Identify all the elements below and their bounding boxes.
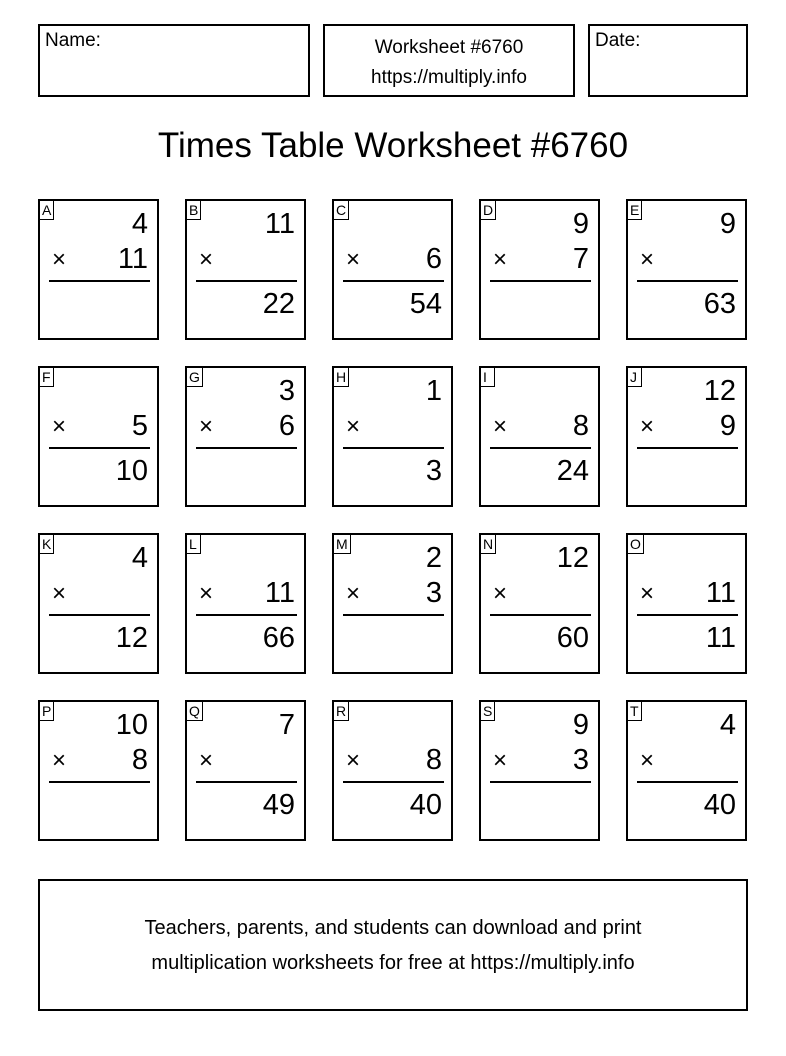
problem-card-q: [185, 700, 306, 841]
problem-letter: D: [481, 201, 496, 220]
problem-letter: R: [334, 702, 349, 721]
worksheet-number: Worksheet #6760: [374, 37, 524, 58]
times-sign: ×: [640, 747, 655, 774]
bottom-factor: 8: [425, 744, 442, 776]
times-sign: ×: [640, 413, 655, 440]
problem-letter: J: [628, 368, 642, 387]
problem-card-l: [185, 533, 306, 674]
answer-rule: [637, 447, 738, 449]
times-sign: ×: [493, 246, 508, 273]
footer-line-2: multiplication worksheets for free at https://multiply.info: [151, 952, 635, 974]
product-answer: 40: [703, 789, 736, 821]
problem-card-b: [185, 199, 306, 340]
name-label: Name:: [45, 30, 101, 51]
times-sign: ×: [52, 413, 67, 440]
answer-rule: [49, 280, 150, 282]
times-sign: ×: [52, 747, 67, 774]
product-answer: 10: [115, 455, 148, 487]
problem-card-d: [479, 199, 600, 340]
page-title: Times Table Worksheet #6760: [157, 126, 629, 165]
top-factor: 4: [131, 542, 148, 574]
bottom-factor: 11: [705, 577, 736, 609]
answer-rule: [490, 781, 591, 783]
top-factor: 9: [572, 208, 589, 240]
top-factor: 12: [556, 542, 589, 574]
top-factor: 9: [719, 208, 736, 240]
top-factor: 2: [425, 542, 442, 574]
problem-letter: M: [334, 535, 351, 554]
bottom-factor: 5: [131, 410, 148, 442]
problem-letter: H: [334, 368, 349, 387]
times-sign: ×: [640, 246, 655, 273]
bottom-factor: 11: [117, 243, 148, 275]
top-factor: 9: [572, 709, 589, 741]
answer-rule: [49, 614, 150, 616]
problem-card-s: [479, 700, 600, 841]
product-answer: 12: [115, 622, 148, 654]
top-factor: 11: [264, 208, 295, 240]
worksheet-url: https://multiply.info: [371, 67, 527, 88]
problem-card-f: [38, 366, 159, 507]
problem-card-r: [332, 700, 453, 841]
top-factor: 4: [131, 208, 148, 240]
problem-card-k: [38, 533, 159, 674]
bottom-factor: 6: [278, 410, 295, 442]
bottom-factor: 11: [264, 577, 295, 609]
times-sign: ×: [640, 580, 655, 607]
times-sign: ×: [493, 747, 508, 774]
answer-rule: [637, 781, 738, 783]
times-sign: ×: [346, 747, 361, 774]
bottom-factor: 3: [425, 577, 442, 609]
answer-rule: [196, 781, 297, 783]
times-sign: ×: [199, 246, 214, 273]
problem-card-i: [479, 366, 600, 507]
problem-letter: F: [40, 368, 54, 387]
date-box: [588, 24, 748, 97]
problem-letter: I: [481, 368, 495, 387]
answer-rule: [637, 280, 738, 282]
problem-letter: C: [334, 201, 349, 220]
top-factor: 3: [278, 375, 295, 407]
problem-card-p: [38, 700, 159, 841]
problem-letter: N: [481, 535, 496, 554]
bottom-factor: 6: [425, 243, 442, 275]
answer-rule: [49, 781, 150, 783]
answer-rule: [343, 280, 444, 282]
top-factor: 1: [425, 375, 442, 407]
date-label: Date:: [595, 30, 641, 51]
answer-rule: [490, 447, 591, 449]
problem-card-h: [332, 366, 453, 507]
problem-letter: K: [40, 535, 54, 554]
times-sign: ×: [52, 246, 67, 273]
problem-card-a: [38, 199, 159, 340]
problem-card-t: [626, 700, 747, 841]
answer-rule: [637, 614, 738, 616]
problem-letter: P: [40, 702, 54, 721]
worksheet-id-box: [323, 24, 575, 97]
product-answer: 66: [262, 622, 295, 654]
problem-card-g: [185, 366, 306, 507]
top-factor: 12: [703, 375, 736, 407]
footer-line-1: Teachers, parents, and students can download and print: [144, 917, 642, 939]
times-sign: ×: [199, 413, 214, 440]
product-answer: 49: [262, 789, 295, 821]
answer-rule: [343, 614, 444, 616]
product-answer: 60: [556, 622, 589, 654]
problem-card-n: [479, 533, 600, 674]
problem-letter: S: [481, 702, 495, 721]
bottom-factor: 9: [719, 410, 736, 442]
bottom-factor: 3: [572, 744, 589, 776]
answer-rule: [490, 614, 591, 616]
product-answer: 40: [409, 789, 442, 821]
bottom-factor: 7: [572, 243, 589, 275]
problem-letter: O: [628, 535, 644, 554]
product-answer: 24: [556, 455, 589, 487]
answer-rule: [343, 447, 444, 449]
bottom-factor: 8: [131, 744, 148, 776]
times-sign: ×: [346, 413, 361, 440]
problem-card-e: [626, 199, 747, 340]
times-sign: ×: [346, 246, 361, 273]
problem-letter: T: [628, 702, 642, 721]
problem-letter: E: [628, 201, 642, 220]
product-answer: 54: [409, 288, 442, 320]
times-sign: ×: [52, 580, 67, 607]
product-answer: 11: [705, 622, 736, 654]
times-sign: ×: [493, 580, 508, 607]
product-answer: 3: [425, 455, 442, 487]
top-factor: 4: [719, 709, 736, 741]
answer-rule: [196, 280, 297, 282]
product-answer: 63: [703, 288, 736, 320]
problem-card-o: [626, 533, 747, 674]
product-answer: 22: [262, 288, 295, 320]
problem-card-c: [332, 199, 453, 340]
problem-letter: Q: [187, 702, 203, 721]
top-factor: 10: [115, 709, 148, 741]
times-sign: ×: [493, 413, 508, 440]
name-box: [38, 24, 310, 97]
times-sign: ×: [346, 580, 361, 607]
top-factor: 7: [278, 709, 295, 741]
times-sign: ×: [199, 580, 214, 607]
bottom-factor: 8: [572, 410, 589, 442]
footer-box: [38, 879, 748, 1011]
problem-letter: G: [187, 368, 203, 387]
answer-rule: [49, 447, 150, 449]
answer-rule: [490, 280, 591, 282]
problem-letter: B: [187, 201, 201, 220]
answer-rule: [196, 614, 297, 616]
answer-rule: [343, 781, 444, 783]
problem-letter: A: [40, 201, 54, 220]
answer-rule: [196, 447, 297, 449]
times-sign: ×: [199, 747, 214, 774]
problem-card-m: [332, 533, 453, 674]
problem-letter: L: [187, 535, 201, 554]
problem-card-j: [626, 366, 747, 507]
